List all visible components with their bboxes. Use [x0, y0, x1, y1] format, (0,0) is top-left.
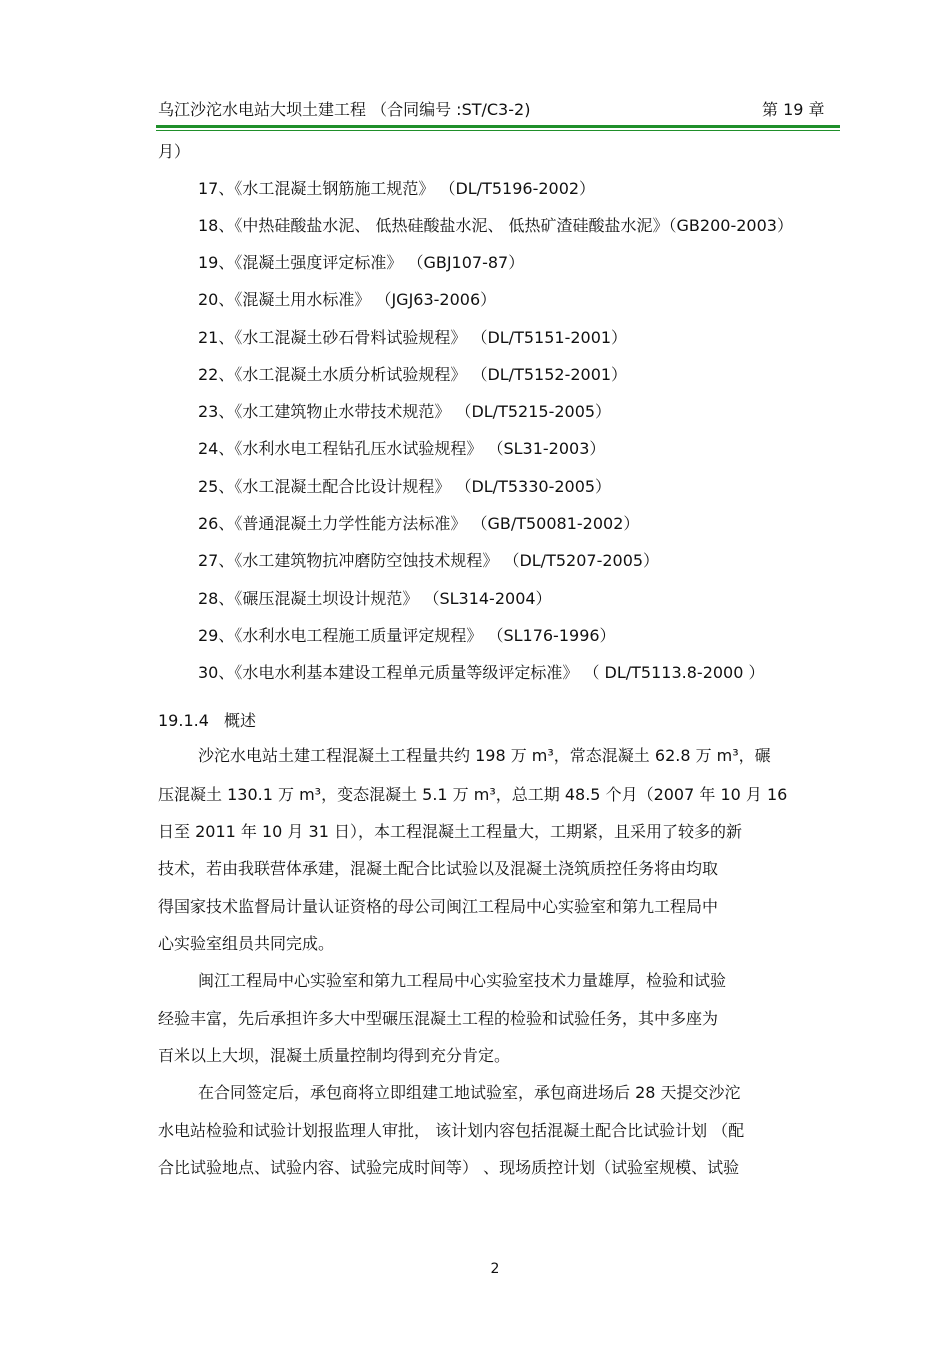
paragraph-line: 合比试验地点、试验内容、试验完成时间等） 、现场质控计划（试验室规模、试验: [158, 1158, 740, 1177]
reference-item: 27、《水工建筑物抗冲磨防空蚀技术规程》 （DL/T5207-2005）: [198, 551, 660, 570]
paragraph-line: 沙沱水电站土建工程混凝土工程量共约 198 万 m³，常态混凝土 62.8 万 m³，碾: [198, 746, 771, 765]
paragraph-line: 技术，若由我联营体承建，混凝土配合比试验以及混凝土浇筑质控任务将由均取: [158, 859, 719, 878]
reference-item: 26、《普通混凝土力学性能方法标准》 （GB/T50081-2002）: [198, 514, 640, 533]
reference-item: 30、《水电水利基本建设工程单元质量等级评定标准》 （ DL/T5113.8-2000 ）: [198, 663, 765, 682]
paragraph-line: 闽江工程局中心实验室和第九工程局中心实验室技术力量雄厚，检验和试验: [198, 971, 727, 990]
reference-item: 28、《碾压混凝土坝设计规范》 （SL314-2004）: [198, 589, 552, 608]
section-title: 概述: [223, 711, 256, 730]
reference-item: 24、《水利水电工程钻孔压水试验规程》 （SL31-2003）: [198, 439, 606, 458]
reference-item: 17、《水工混凝土钢筋施工规范》 （DL/T5196-2002）: [198, 179, 596, 198]
reference-item: 20、《混凝土用水标准》 （JGJ63-2006）: [198, 290, 497, 309]
reference-item: 25、《水工混凝土配合比设计规程》 （DL/T5330-2005）: [198, 477, 612, 496]
reference-item: 29、《水利水电工程施工质量评定规程》 （SL176-1996）: [198, 626, 616, 645]
header-rule-thick: [156, 125, 840, 128]
paragraph-line: 日至 2011 年 10 月 31 日），本工程混凝土工程量大，工期紧，且采用了较多的新: [158, 822, 742, 841]
paragraph-line: 心实验室组员共同完成。: [158, 934, 335, 953]
section-heading: [158, 708, 256, 731]
paragraph-line: 百米以上大坝，混凝土质量控制均得到充分肯定。: [158, 1046, 511, 1065]
continuation-text: 月）: [158, 142, 191, 161]
paragraph-line: 水电站检验和试验计划报监理人审批， 该计划内容包括混凝土配合比试验计划 （配: [158, 1121, 745, 1140]
header-rule-thin: [156, 130, 840, 131]
reference-item: 22、《水工混凝土水质分析试验规程》 （DL/T5152-2001）: [198, 365, 628, 384]
page-number: 2: [490, 1261, 500, 1277]
reference-item: 23、《水工建筑物止水带技术规范》 （DL/T5215-2005）: [198, 402, 612, 421]
paragraph-line: 经验丰富，先后承担许多大中型碾压混凝土工程的检验和试验任务，其中多座为: [158, 1009, 719, 1028]
section-number: 19.1.4: [158, 711, 209, 730]
header-title: 乌江沙沱水电站大坝土建工程 （合同编号 :ST/C3-2): [158, 100, 531, 119]
reference-item: 18、《中热硅酸盐水泥、 低热硅酸盐水泥、 低热矿渣硅酸盐水泥》（GB200-2003）: [198, 216, 793, 235]
paragraph-line: 在合同签定后，承包商将立即组建工地试验室，承包商进场后 28 天提交沙沱: [198, 1083, 741, 1102]
reference-item: 21、《水工混凝土砂石骨料试验规程》 （DL/T5151-2001）: [198, 328, 628, 347]
paragraph-line: 得国家技术监督局计量认证资格的母公司闽江工程局中心实验室和第九工程局中: [158, 897, 719, 916]
header-chapter: 第 19 章: [762, 100, 825, 119]
paragraph-line: 压混凝土 130.1 万 m³，变态混凝土 5.1 万 m³，总工期 48.5 个月（2007 年 10 月 16: [158, 785, 788, 804]
reference-item: 19、《混凝土强度评定标准》 （GBJ107-87）: [198, 253, 525, 272]
